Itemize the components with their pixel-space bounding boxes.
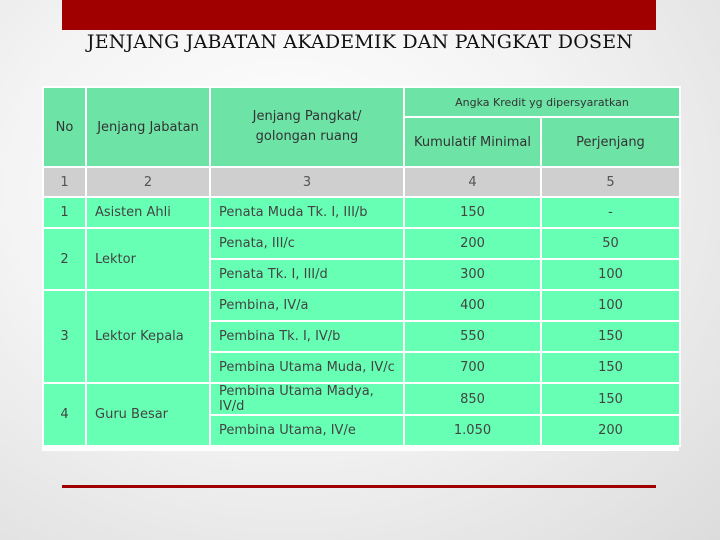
header-no: No [43, 87, 86, 167]
cell-kumulatif: 300 [404, 259, 541, 290]
header-pangkat-label: Jenjang Pangkat/ golongan ruang [252, 109, 362, 144]
cell-pangkat: Penata, III/c [210, 228, 404, 259]
col-number: 3 [210, 167, 404, 197]
cell-pangkat: Pembina Utama Madya, IV/d [210, 383, 404, 415]
cell-perjenjang: 150 [541, 352, 680, 383]
cell-perjenjang: 100 [541, 290, 680, 321]
cell-kumulatif: 400 [404, 290, 541, 321]
cell-jabatan: Asisten Ahli [86, 197, 210, 228]
rank-table-container [42, 86, 679, 451]
col-number: 2 [86, 167, 210, 197]
header-kumulatif: Kumulatif Minimal [404, 117, 541, 167]
bottom-accent-line [62, 485, 656, 488]
cell-no: 1 [43, 197, 86, 228]
header-perjenjang: Perjenjang [541, 117, 680, 167]
cell-perjenjang: 100 [541, 259, 680, 290]
page-title: JENJANG JABATAN AKADEMIK DAN PANGKAT DOSEN [86, 31, 634, 53]
cell-pangkat: Penata Tk. I, III/d [210, 259, 404, 290]
table-row [43, 228, 680, 259]
cell-pangkat: Pembina Tk. I, IV/b [210, 321, 404, 352]
cell-pangkat: Penata Muda Tk. I, III/b [210, 197, 404, 228]
top-accent-bar [62, 0, 656, 30]
table-row [43, 290, 680, 321]
cell-perjenjang: 200 [541, 415, 680, 446]
cell-kumulatif: 150 [404, 197, 541, 228]
cell-no: 4 [43, 383, 86, 446]
cell-jabatan: Lektor [86, 228, 210, 290]
cell-perjenjang: - [541, 197, 680, 228]
cell-kumulatif: 200 [404, 228, 541, 259]
cell-no: 3 [43, 290, 86, 383]
cell-pangkat: Pembina Utama Muda, IV/c [210, 352, 404, 383]
header-angka-kredit: Angka Kredit yg dipersyaratkan [404, 87, 680, 117]
cell-perjenjang: 150 [541, 383, 680, 415]
cell-kumulatif: 700 [404, 352, 541, 383]
table-row [43, 383, 680, 415]
cell-pangkat: Pembina, IV/a [210, 290, 404, 321]
col-number: 5 [541, 167, 680, 197]
cell-perjenjang: 50 [541, 228, 680, 259]
header-pangkat [210, 87, 404, 167]
col-number: 1 [43, 167, 86, 197]
col-number: 4 [404, 167, 541, 197]
rank-table [42, 86, 681, 447]
cell-no: 2 [43, 228, 86, 290]
cell-pangkat: Pembina Utama, IV/e [210, 415, 404, 446]
cell-kumulatif: 850 [404, 383, 541, 415]
cell-kumulatif: 1.050 [404, 415, 541, 446]
cell-kumulatif: 550 [404, 321, 541, 352]
cell-jabatan: Guru Besar [86, 383, 210, 446]
cell-jabatan: Lektor Kepala [86, 290, 210, 383]
cell-perjenjang: 150 [541, 321, 680, 352]
table-row [43, 197, 680, 228]
header-jabatan: Jenjang Jabatan [86, 87, 210, 167]
